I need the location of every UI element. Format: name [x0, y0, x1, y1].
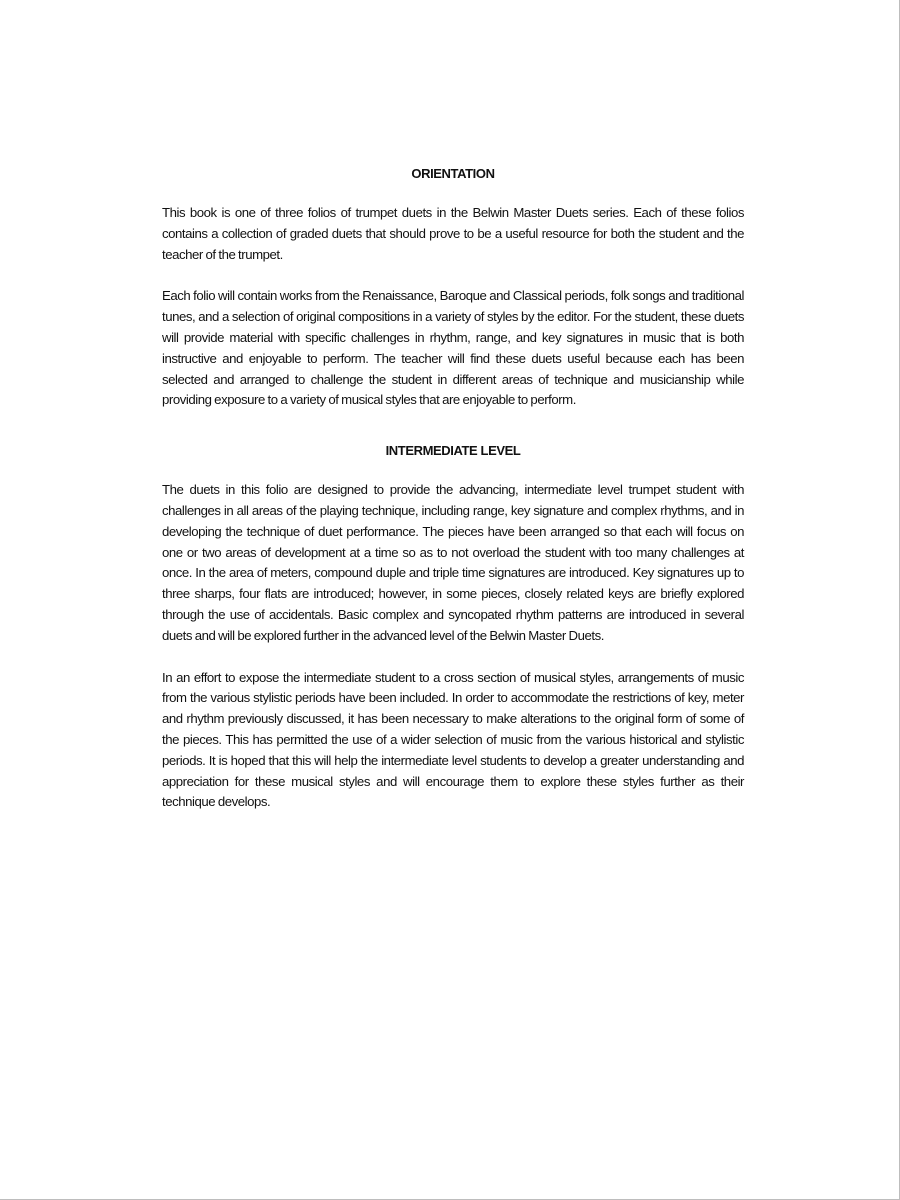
- intermediate-paragraph-1: The duets in this folio are designed to provide the advancing, intermediate level trumpet student with challenges in all areas of the playing technique, including range, key signature and complex rhythms, and in developing the technique of duet performance. The pieces have been arranged so that each will focus on one or two areas of development at a time so as to not overload the student with too many challenges at once. In the area of meters, compound duple and triple time signatures are introduced. Key signatures up to three sharps, four flats are introduced; however, in some pieces, closely related keys are briefly explored through the use of accidentals. Basic complex and syncopated rhythm patterns are introduced in several duets and will be explored further in the advanced level of the Belwin Master Duets.: [162, 482, 744, 643]
- orientation-paragraph-2: Each folio will contain works from the Renaissance, Baroque and Classical periods, folk songs and traditional tunes, and a selection of original compositions in a variety of styles by the editor. For the student, these duets will provide material with specific challenges in rhythm, range, and key signatures in music that is both instructive and enjoyable to perform. The teacher will find these duets useful because each has been selected and arranged to challenge the student in different areas of technique and musicianship while providing exposure to a variety of musical styles that are enjoyable to perform.: [162, 288, 744, 408]
- orientation-heading: ORIENTATION: [411, 166, 495, 181]
- page-content: [162, 166, 744, 834]
- orientation-paragraph-1: This book is one of three folios of trumpet duets in the Belwin Master Duets series. Each of these folios contains a collection of graded duets that should prove to be a useful resource for both the student and the teacher of the trumpet.: [162, 205, 744, 262]
- intermediate-paragraph-2: In an effort to expose the intermediate student to a cross section of musical styles, arrangements of music from the various stylistic periods have been included. In order to accommodate the restrictions of key, meter and rhythm previously discussed, it has been necessary to make alterations to the original form of some of the pieces. This has permitted the use of a wider selection of music from the various historical and stylistic periods. It is hoped that this will help the intermediate level students to develop a greater understanding and appreciation for these musical styles and will encourage them to explore these styles further as their technique develops.: [162, 669, 744, 810]
- intermediate-level-heading: INTERMEDIATE LEVEL: [385, 443, 521, 459]
